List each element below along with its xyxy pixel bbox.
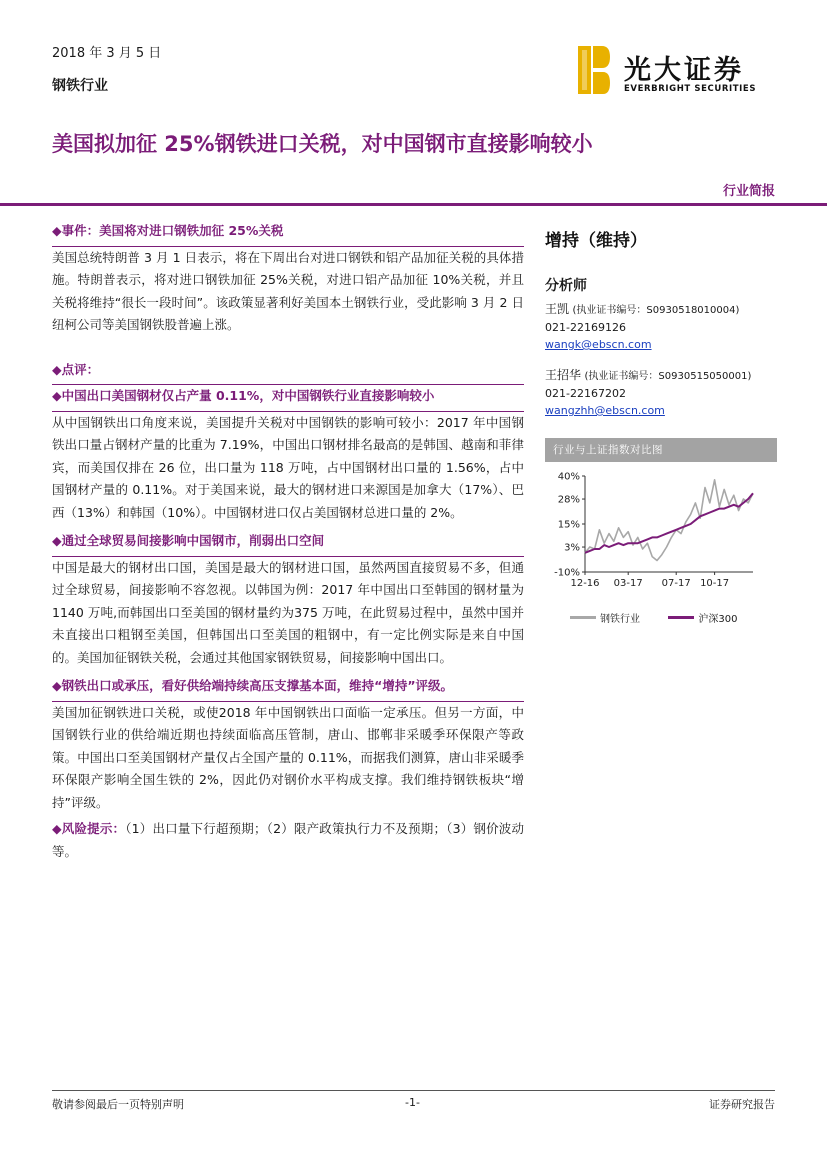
legend-label-steel: 钢铁行业: [600, 614, 640, 625]
analyst-email-link[interactable]: wangzhh@ebscn.com: [545, 404, 665, 417]
legend-swatch-steel: [570, 616, 596, 619]
analyst-email-link[interactable]: wangk@ebscn.com: [545, 338, 652, 351]
point3-body: 美国加征钢铁进口关税，或使2018 年中国钢铁出口面临一定承压。但另一方面，中国钢铁行业的供给端近期也持续面临高压管制，唐山、邯郸非采暖季环保限产等政策。中国出口至美国钢材产量仅占全国产量的 0.11%，而据我们测算，唐山非采暖季环保限产影响全国生铁的 2%，因此仍对钢价水平构成支撑。我们维持钢铁板块“增持”评级。: [52, 704, 524, 810]
analyst-phone: 021-22167202: [545, 387, 626, 400]
y-tick-label: -10%: [554, 567, 580, 579]
sidebar: [545, 220, 780, 419]
point2-heading: ◆通过全球贸易间接影响中国钢市，削弱出口空间: [52, 530, 524, 557]
company-logo: [578, 46, 778, 96]
industry-label: 钢铁行业: [52, 78, 108, 94]
event-body: 美国总统特朗普 3 月 1 日表示，将在下周出台对进口钢铁和铝产品加征关税的具体措施。特朗普表示，将对进口钢铁加征 25%关税，对进口铝产品加征 10%关税，并且关税将维持“很长一段时间”。该政策显著利好美国本土钢铁行业，受此影响 3 月 2 日纽柯公司等美国钢铁股普遍上涨。: [52, 249, 524, 332]
x-tick-label: 12-16: [570, 578, 600, 589]
logo-text-cn: 光大证券: [624, 55, 744, 86]
point1-body: 从中国钢铁出口角度来说，美国提升关税对中国钢铁的影响可较小：2017 年中国钢铁出口量占钢材产量的比重为 7.19%，中国出口钢材排名最高的是韩国、越南和菲律宾，而美国仅排在 26 位，出口量为 118 万吨，占中国钢材出口量的 1.56%，占中国钢材产量的 0.11%。对于美国来说，最大的钢材进口来源国是加拿大（17%）、巴西（13%）和韩国（10%）。中国钢材进口仅占美国钢材总进口量的 2%。: [52, 414, 524, 520]
report-date: 2018 年 3 月 5 日: [52, 46, 162, 61]
page-number: -1-: [405, 1096, 420, 1109]
analyst-card: [545, 301, 780, 353]
series-line-steel: [585, 480, 753, 561]
event-heading: ◆事件：美国将对进口钢铁加征 25%关税: [52, 220, 524, 247]
logo-text-en: EVERBRIGHT SECURITIES: [624, 84, 757, 94]
point3-heading: ◆钢铁出口或承压，看好供给端持续高压支撑基本面，维持“增持”评级。: [52, 675, 524, 702]
main-content: [52, 220, 524, 863]
analyst-card: [545, 367, 780, 419]
chart-plot: [545, 466, 777, 616]
analyst-name: 王凯: [545, 302, 570, 316]
comment-heading: ◆点评：: [52, 359, 524, 386]
logo-mark-icon: [578, 46, 610, 94]
y-tick-label: 40%: [557, 471, 580, 483]
footer-divider: [52, 1090, 775, 1091]
analyst-license: (执业证书编号：S0930515050001): [584, 371, 752, 382]
x-tick-label: 10-17: [700, 578, 730, 589]
legend-label-hs300: 沪深300: [698, 614, 738, 625]
x-tick-label: 07-17: [661, 578, 691, 589]
point1-heading: ◆中国出口美国钢材仅占产量 0.11%，对中国钢铁行业直接影响较小: [52, 385, 524, 412]
legend-swatch-hs300: [668, 616, 694, 619]
x-tick-label: 03-17: [613, 578, 643, 589]
point2-body: 中国是最大的钢材出口国，美国是最大的钢材进口国，虽然两国直接贸易不多，但通过全球贸易，间接影响不容忽视。以韩国为例：2017 年中国出口至韩国的钢材量为1140 万吨,而韩国出口至美国的钢材量约为375 万吨，在此贸易过程中，虽然中国并未直接出口粗钢至美国，但韩国出口至美国的粗钢中，有一定比例实际是来自中国的。美国加征钢铁关税，会通过其他国家钢铁贸易，间接影响中国出口。: [52, 559, 524, 665]
footer-disclaimer: 敬请参阅最后一页特别声明: [52, 1098, 184, 1111]
rating: 增持（维持）: [545, 231, 647, 251]
risk-note: [52, 818, 524, 863]
report-type: 行业简报: [722, 184, 775, 199]
analysts-title: 分析师: [545, 278, 587, 294]
analyst-license: (执业证书编号：S0930518010004): [572, 305, 740, 316]
chart-title: 行业与上证指数对比图: [545, 438, 777, 462]
analyst-name: 王招华: [545, 368, 582, 382]
y-tick-label: 15%: [557, 519, 580, 531]
footer-report-label: 证券研究报告: [709, 1098, 775, 1111]
chart-legend: [570, 610, 780, 625]
y-tick-label: 3%: [564, 542, 580, 554]
analyst-phone: 021-22169126: [545, 321, 626, 334]
header-divider: [0, 203, 827, 206]
report-title: 美国拟加征 25%钢铁进口关税，对中国钢市直接影响较小: [52, 132, 593, 156]
risk-label: ◆风险提示：: [52, 821, 126, 836]
risk-body: （1）出口量下行超预期；（2）限产政策执行力不及预期；（3）钢价波动等。: [52, 821, 524, 859]
y-tick-label: 28%: [557, 494, 580, 506]
comparison-chart: [545, 438, 777, 638]
